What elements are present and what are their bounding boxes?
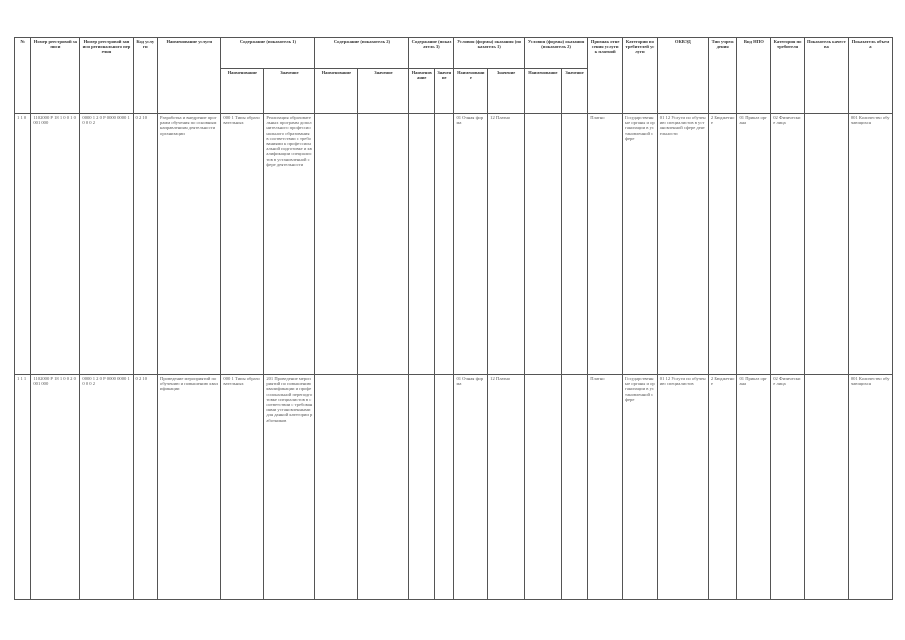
cell-service-name: Проведение мероприятий по обучению и повышению квалификации [158, 375, 221, 600]
header-service-name: Наименование услуги [158, 38, 221, 114]
header-quality: Показатель качества [804, 38, 848, 114]
header-free-paid: Признак отнесения услуги к платной [588, 38, 623, 114]
cell-service-name: Разработка и внедрение программ обучения по основным направлениям деятельности организации [158, 114, 221, 375]
cell-cond1-value: 12 Платно [488, 114, 525, 375]
cell-c1-value: Реализация образовательных программ дополнительного профессионального образования в соответствии с требованиями к профессиональной подготовке и квалификации специалистов в установленной сфере деятельности [264, 114, 315, 375]
header-npa: Вид НПО [737, 38, 771, 114]
cell-volume: 001 Количество обучающихся [848, 114, 892, 375]
cell-reg-number: 1102000 Р 18 1 0 0 2 0001 000 [31, 375, 80, 600]
cell-c1-value: 201 Проведение мероприятий по повышению квалификации и профессиональной переподготовке специалистов в соответствии с требованиями установленными для данной категории работников [264, 375, 315, 600]
header-reg-number-subject: Номер реестровой записи регионального перечня [80, 38, 133, 114]
cell-institution-type: 2 Бюджетное [708, 114, 737, 375]
header-okved: ОКВЭД [657, 38, 708, 114]
header-volume: Показатель объема [848, 38, 892, 114]
registry-table [14, 37, 893, 600]
cell-c3-name [409, 375, 435, 600]
subheader-cond1-value: Значение [488, 69, 525, 114]
subheader-c1-value: Значение [264, 69, 315, 114]
cell-institution-type: 2 Бюджетное [708, 375, 737, 600]
subheader-c2-value: Значение [358, 69, 409, 114]
cell-npa: 01 Приказ органа [737, 114, 771, 375]
cell-reg-number-subject: 0000 1 2 0 Р 0000 0000 1 0 0 0 2 [80, 375, 133, 600]
cell-c2-name [315, 114, 358, 375]
cell-c1-name: 000 1 Типы образовательных [221, 114, 264, 375]
cell-reg-number-subject: 0000 1 2 0 Р 0000 0000 1 0 0 0 2 [80, 114, 133, 375]
cell-c3-value [435, 114, 454, 375]
table-row [15, 114, 893, 375]
cell-service-code: 0 2 10 [133, 375, 158, 600]
cell-consumers: Государственные органы и организации в установленной сфере [623, 114, 658, 375]
header-conditions-1: Условия (формы) оказания (показатель 1) [454, 38, 525, 69]
cell-c3-name [409, 114, 435, 375]
subheader-c3-value: Значение [435, 69, 454, 114]
registry-sheet [14, 37, 893, 599]
header-content-2: Содержание (показатель 2) [315, 38, 409, 69]
subheader-c2-name: Наименование [315, 69, 358, 114]
header-conditions-2: Условия (формы) оказания (показатель 2) [524, 38, 587, 69]
cell-cond2-value [561, 114, 588, 375]
subheader-c3-name: Наименование [409, 69, 435, 114]
cell-free-paid: Платно [588, 375, 623, 600]
subheader-c1-name: Наименование [221, 69, 264, 114]
cell-cond2-name [524, 375, 561, 600]
header-service-code: Код услуги [133, 38, 158, 114]
cell-reg-number: 1102000 Р 18 1 0 0 1 0001 000 [31, 114, 80, 375]
cell-num: 1 1 0 [15, 114, 31, 375]
cell-num: 1 1 1 [15, 375, 31, 600]
cell-quality [804, 375, 848, 600]
cell-cond1-value: 12 Платно [488, 375, 525, 600]
header-content-3: Содержание (показатель 3) [409, 38, 454, 69]
header-num: № [15, 38, 31, 114]
header-institution-type: Тип учреждения [708, 38, 737, 114]
table-row [15, 375, 893, 600]
cell-okved: 01 12 Услуги по обучению специалистов [657, 375, 708, 600]
header-row-top [15, 38, 893, 69]
cell-c1-name: 000 1 Типы образовательных [221, 375, 264, 600]
cell-consumer-category: 02 Физические лица [771, 114, 805, 375]
cell-npa: 01 Приказ органа [737, 375, 771, 600]
cell-quality [804, 114, 848, 375]
header-content-1: Содержание (показатель 1) [221, 38, 315, 69]
cell-consumers: Государственные органы и организации в установленной сфере [623, 375, 658, 600]
cell-c3-value [435, 375, 454, 600]
cell-c2-value [358, 114, 409, 375]
cell-cond2-name [524, 114, 561, 375]
header-consumers: Категории потребителей услуги [623, 38, 658, 114]
cell-c2-value [358, 375, 409, 600]
cell-okved: 01 12 Услуги по обучению специалистов в установленной сфере деятельности [657, 114, 708, 375]
cell-c2-name [315, 375, 358, 600]
cell-cond1-name: 01 Очная форма [454, 375, 488, 600]
subheader-cond1-name: Наименование [454, 69, 488, 114]
subheader-cond2-value: Значение [561, 69, 588, 114]
subheader-cond2-name: Наименование [524, 69, 561, 114]
cell-cond2-value [561, 375, 588, 600]
cell-volume: 001 Количество обучающихся [848, 375, 892, 600]
cell-service-code: 0 2 10 [133, 114, 158, 375]
cell-consumer-category: 02 Физические лица [771, 375, 805, 600]
header-consumer-category: Категория потребителя [771, 38, 805, 114]
header-reg-number: Номер реестровой записи [31, 38, 80, 114]
cell-cond1-name: 01 Очная форма [454, 114, 488, 375]
cell-free-paid: Платно [588, 114, 623, 375]
